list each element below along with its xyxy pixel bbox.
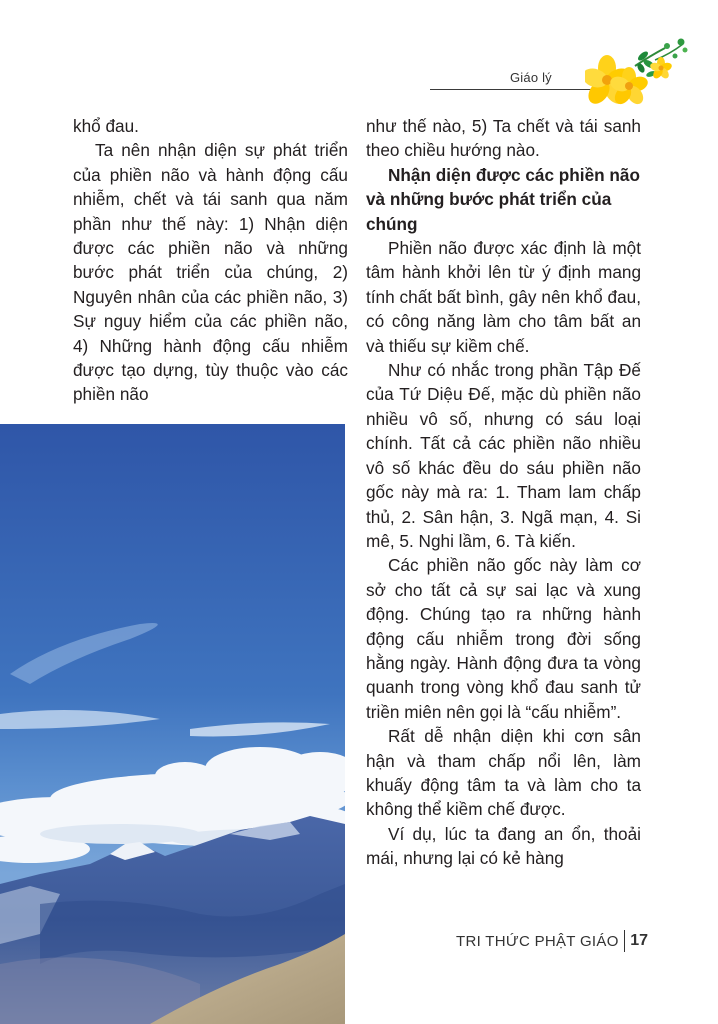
footer-divider — [624, 930, 626, 952]
right-column — [366, 114, 641, 871]
magazine-name: TRI THỨC PHẬT GIÁO — [456, 932, 619, 950]
paragraph: Các phiền não gốc này làm cơ sở cho tất cả sự sai lạc và xung động. Chúng tạo ra những hành động cấu nhiễm trong đời sống hằng ngày. Hành động đưa ta vòng quanh trong vòng khổ đau sanh tử triền miên nên gọi là “cấu nhiễm”. — [366, 555, 641, 722]
section-label: Giáo lý — [510, 70, 552, 85]
paragraph: Ta nên nhận diện sự phát triển của phiền não và hành động cấu nhiễm, chết và tái sanh qua năm phần như thế này: 1) Nhận diện được các phiền não và những bước phát triển của chúng, 2) Nguyên nhân của các phiền não, 3) Sự nguy hiểm của các phiền não, 4) Những hành động cấu nhiễm được tạo dựng, tùy thuộc vào các phiền não — [73, 140, 348, 405]
header-rule — [430, 89, 595, 90]
paragraph: Phiền não được xác định là một tâm hành khởi lên từ ý định mang tính chất bất bình, gây nên khổ đau, có công năng làm cho tâm bất an và thiếu sự kiềm chế. — [366, 238, 641, 356]
mountain-sky-photo — [0, 424, 345, 1024]
left-column — [73, 114, 348, 407]
paragraph: khổ đau. — [73, 116, 139, 136]
paragraph: Ví dụ, lúc ta đang an ổn, thoải mái, nhưng lại có kẻ hàng — [366, 823, 641, 869]
paragraph: Rất dễ nhận diện khi cơn sân hận và tham chấp nổi lên, làm khuấy động tâm ta và làm cho ta không thể kiềm chế được. — [366, 726, 641, 820]
page-footer — [456, 930, 648, 952]
yellow-apricot-flower-icon — [585, 36, 695, 108]
paragraph: như thế nào, 5) Ta chết và tái sanh theo chiều hướng nào. — [366, 116, 641, 161]
section-heading: Nhận diện được các phiền não và những bước phát triển của chúng — [366, 164, 640, 234]
paragraph: Như có nhắc trong phần Tập Đế của Tứ Diệu Đế, mặc dù phiền não nhiều vô số, nhưng có sáu loại chính. Tất cả các phiền não nhiều vô số khác đều do sáu phiền não gốc này mà ra: 1. Tham lam chấp thủ, 2. Sân hận, 3. Ngã mạn, 4. Si mê, 5. Nghi lầm, 6. Tà kiến. — [366, 360, 641, 551]
page-number: 17 — [630, 932, 648, 949]
